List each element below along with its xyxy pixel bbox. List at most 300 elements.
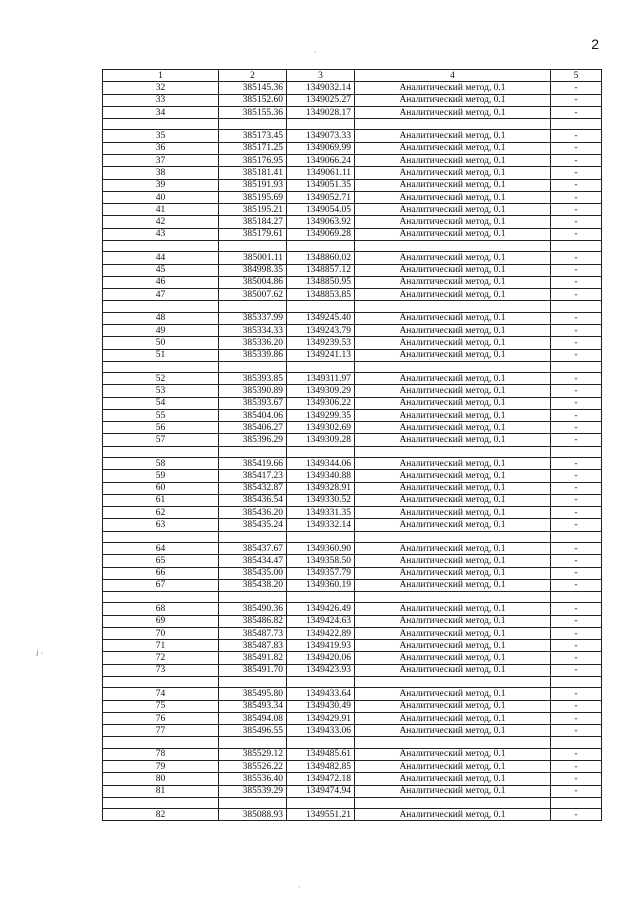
x-coordinate-cell: 385145.36 [219, 82, 287, 94]
table-row [103, 397, 602, 409]
separator-cell [355, 737, 551, 748]
accuracy-cell: - [551, 216, 602, 228]
x-coordinate-cell: 385171.25 [219, 142, 287, 154]
x-coordinate-cell: 385004.86 [219, 276, 287, 288]
separator-cell [551, 119, 602, 130]
table-row [103, 204, 602, 216]
method-cell: Аналитический метод, 0.1 [355, 470, 551, 482]
point-number-cell: 75 [103, 700, 219, 712]
accuracy-cell: - [551, 276, 602, 288]
y-coordinate-cell: 1349423.93 [287, 664, 355, 676]
point-number-cell: 55 [103, 409, 219, 421]
x-coordinate-cell: 385529.12 [219, 748, 287, 760]
method-cell: Аналитический метод, 0.1 [355, 204, 551, 216]
x-coordinate-cell: 385436.20 [219, 507, 287, 519]
x-coordinate-cell: 385390.89 [219, 385, 287, 397]
x-coordinate-cell: 385526.22 [219, 760, 287, 772]
x-coordinate-cell: 385336.20 [219, 337, 287, 349]
y-coordinate-cell: 1349063.92 [287, 216, 355, 228]
method-cell: Аналитический метод, 0.1 [355, 773, 551, 785]
separator-row [103, 531, 602, 542]
separator-cell [219, 797, 287, 808]
separator-cell [287, 241, 355, 252]
method-cell: Аналитический метод, 0.1 [355, 664, 551, 676]
separator-cell [355, 241, 551, 252]
method-cell: Аналитический метод, 0.1 [355, 216, 551, 228]
table-row [103, 760, 602, 772]
table-row [103, 579, 602, 591]
y-coordinate-cell: 1349239.53 [287, 337, 355, 349]
x-coordinate-cell: 385435.00 [219, 567, 287, 579]
y-coordinate-cell: 1349433.06 [287, 725, 355, 737]
x-coordinate-cell: 384998.35 [219, 264, 287, 276]
accuracy-cell: - [551, 252, 602, 264]
method-cell: Аналитический метод, 0.1 [355, 82, 551, 94]
y-coordinate-cell: 1348850.95 [287, 276, 355, 288]
point-number-cell: 76 [103, 712, 219, 724]
table-row [103, 372, 602, 384]
y-coordinate-cell: 1349311.97 [287, 372, 355, 384]
point-number-cell: 41 [103, 204, 219, 216]
separator-row [103, 241, 602, 252]
separator-cell [103, 241, 219, 252]
y-coordinate-cell: 1349420.06 [287, 652, 355, 664]
table-row [103, 482, 602, 494]
separator-cell [219, 677, 287, 688]
x-coordinate-cell: 385539.29 [219, 785, 287, 797]
separator-row [103, 119, 602, 130]
accuracy-cell: - [551, 457, 602, 469]
method-cell: Аналитический метод, 0.1 [355, 106, 551, 118]
method-cell: Аналитический метод, 0.1 [355, 809, 551, 821]
separator-cell [287, 592, 355, 603]
x-coordinate-cell: 385184.27 [219, 216, 287, 228]
accuracy-cell: - [551, 725, 602, 737]
separator-cell [355, 446, 551, 457]
method-cell: Аналитический метод, 0.1 [355, 422, 551, 434]
y-coordinate-cell: 1349360.90 [287, 542, 355, 554]
method-cell: Аналитический метод, 0.1 [355, 142, 551, 154]
table-row [103, 519, 602, 531]
method-cell: Аналитический метод, 0.1 [355, 494, 551, 506]
x-coordinate-cell: 385007.62 [219, 289, 287, 301]
y-coordinate-cell: 1349051.35 [287, 179, 355, 191]
table-row [103, 409, 602, 421]
header-y-coordinate: 3 [287, 70, 355, 82]
x-coordinate-cell: 385406.27 [219, 422, 287, 434]
accuracy-cell: - [551, 652, 602, 664]
header-point-number: 1 [103, 70, 219, 82]
table-row [103, 94, 602, 106]
table-row [103, 216, 602, 228]
y-coordinate-cell: 1349328.91 [287, 482, 355, 494]
method-cell: Аналитический метод, 0.1 [355, 252, 551, 264]
method-cell: Аналитический метод, 0.1 [355, 640, 551, 652]
accuracy-cell: - [551, 94, 602, 106]
separator-cell [287, 531, 355, 542]
y-coordinate-cell: 1349066.24 [287, 154, 355, 166]
separator-cell [551, 531, 602, 542]
accuracy-cell: - [551, 507, 602, 519]
x-coordinate-cell: 385437.67 [219, 542, 287, 554]
method-cell: Аналитический метод, 0.1 [355, 264, 551, 276]
separator-cell [551, 361, 602, 372]
table-row [103, 567, 602, 579]
x-coordinate-cell: 385191.93 [219, 179, 287, 191]
method-cell: Аналитический метод, 0.1 [355, 337, 551, 349]
y-coordinate-cell: 1349340.88 [287, 470, 355, 482]
table-row [103, 385, 602, 397]
accuracy-cell: - [551, 191, 602, 203]
accuracy-cell: - [551, 82, 602, 94]
accuracy-cell: - [551, 809, 602, 821]
method-cell: Аналитический метод, 0.1 [355, 179, 551, 191]
accuracy-cell: - [551, 773, 602, 785]
separator-cell [551, 241, 602, 252]
table-row [103, 252, 602, 264]
separator-cell [219, 119, 287, 130]
separator-cell [219, 592, 287, 603]
x-coordinate-cell: 385438.20 [219, 579, 287, 591]
separator-cell [551, 446, 602, 457]
x-coordinate-cell: 385181.41 [219, 167, 287, 179]
point-number-cell: 51 [103, 349, 219, 361]
method-cell: Аналитический метод, 0.1 [355, 555, 551, 567]
accuracy-cell: - [551, 470, 602, 482]
separator-cell [355, 119, 551, 130]
method-cell: Аналитический метод, 0.1 [355, 372, 551, 384]
table-row [103, 640, 602, 652]
y-coordinate-cell: 1349306.22 [287, 397, 355, 409]
separator-cell [355, 592, 551, 603]
accuracy-cell: - [551, 142, 602, 154]
separator-cell [355, 361, 551, 372]
y-coordinate-cell: 1349474.94 [287, 785, 355, 797]
x-coordinate-cell: 385195.69 [219, 191, 287, 203]
y-coordinate-cell: 1349061.11 [287, 167, 355, 179]
y-coordinate-cell: 1349243.79 [287, 324, 355, 336]
method-cell: Аналитический метод, 0.1 [355, 748, 551, 760]
point-number-cell: 74 [103, 688, 219, 700]
y-coordinate-cell: 1348857.12 [287, 264, 355, 276]
separator-cell [287, 737, 355, 748]
y-coordinate-cell: 1349360.19 [287, 579, 355, 591]
method-cell: Аналитический метод, 0.1 [355, 457, 551, 469]
table-row [103, 106, 602, 118]
x-coordinate-cell: 385432.87 [219, 482, 287, 494]
method-cell: Аналитический метод, 0.1 [355, 725, 551, 737]
x-coordinate-cell: 385339.86 [219, 349, 287, 361]
y-coordinate-cell: 1349482.85 [287, 760, 355, 772]
separator-cell [355, 797, 551, 808]
y-coordinate-cell: 1349357.79 [287, 567, 355, 579]
method-cell: Аналитический метод, 0.1 [355, 289, 551, 301]
separator-cell [355, 677, 551, 688]
method-cell: Аналитический метод, 0.1 [355, 652, 551, 664]
point-number-cell: 80 [103, 773, 219, 785]
point-number-cell: 52 [103, 372, 219, 384]
table-row [103, 555, 602, 567]
point-number-cell: 39 [103, 179, 219, 191]
point-number-cell: 57 [103, 434, 219, 446]
y-coordinate-cell: 1349551.21 [287, 809, 355, 821]
separator-cell [287, 119, 355, 130]
method-cell: Аналитический метод, 0.1 [355, 603, 551, 615]
separator-row [103, 301, 602, 312]
x-coordinate-cell: 385393.85 [219, 372, 287, 384]
table-row [103, 652, 602, 664]
method-cell: Аналитический метод, 0.1 [355, 519, 551, 531]
table-row [103, 773, 602, 785]
table-row [103, 289, 602, 301]
y-coordinate-cell: 1349419.93 [287, 640, 355, 652]
accuracy-cell: - [551, 785, 602, 797]
accuracy-cell: - [551, 312, 602, 324]
method-cell: Аналитический метод, 0.1 [355, 409, 551, 421]
y-coordinate-cell: 1348853.85 [287, 289, 355, 301]
method-cell: Аналитический метод, 0.1 [355, 627, 551, 639]
separator-cell [219, 531, 287, 542]
point-number-cell: 32 [103, 82, 219, 94]
table-row [103, 324, 602, 336]
point-number-cell: 62 [103, 507, 219, 519]
table-row [103, 154, 602, 166]
accuracy-cell: - [551, 603, 602, 615]
x-coordinate-cell: 385487.73 [219, 627, 287, 639]
accuracy-cell: - [551, 385, 602, 397]
separator-cell [103, 737, 219, 748]
x-coordinate-cell: 385491.82 [219, 652, 287, 664]
accuracy-cell: - [551, 760, 602, 772]
method-cell: Аналитический метод, 0.1 [355, 130, 551, 142]
table-row [103, 603, 602, 615]
table-row [103, 507, 602, 519]
table-row [103, 142, 602, 154]
method-cell: Аналитический метод, 0.1 [355, 191, 551, 203]
method-cell: Аналитический метод, 0.1 [355, 712, 551, 724]
x-coordinate-cell: 385155.36 [219, 106, 287, 118]
x-coordinate-cell: 385001.11 [219, 252, 287, 264]
point-number-cell: 60 [103, 482, 219, 494]
separator-row [103, 797, 602, 808]
separator-cell [219, 737, 287, 748]
x-coordinate-cell: 385490.36 [219, 603, 287, 615]
method-cell: Аналитический метод, 0.1 [355, 567, 551, 579]
table-row [103, 264, 602, 276]
coordinates-table [102, 69, 602, 821]
x-coordinate-cell: 385173.45 [219, 130, 287, 142]
point-number-cell: 64 [103, 542, 219, 554]
separator-cell [103, 531, 219, 542]
y-coordinate-cell: 1348860.02 [287, 252, 355, 264]
point-number-cell: 50 [103, 337, 219, 349]
separator-cell [551, 677, 602, 688]
y-coordinate-cell: 1349054.05 [287, 204, 355, 216]
x-coordinate-cell: 385491.70 [219, 664, 287, 676]
accuracy-cell: - [551, 167, 602, 179]
accuracy-cell: - [551, 409, 602, 421]
accuracy-cell: - [551, 324, 602, 336]
separator-row [103, 446, 602, 457]
y-coordinate-cell: 1349052.71 [287, 191, 355, 203]
accuracy-cell: - [551, 422, 602, 434]
table-row [103, 664, 602, 676]
separator-cell [219, 446, 287, 457]
point-number-cell: 42 [103, 216, 219, 228]
y-coordinate-cell: 1349344.06 [287, 457, 355, 469]
accuracy-cell: - [551, 640, 602, 652]
y-coordinate-cell: 1349472.18 [287, 773, 355, 785]
y-coordinate-cell: 1349422.89 [287, 627, 355, 639]
point-number-cell: 79 [103, 760, 219, 772]
x-coordinate-cell: 385434.47 [219, 555, 287, 567]
x-coordinate-cell: 385495.80 [219, 688, 287, 700]
y-coordinate-cell: 1349025.27 [287, 94, 355, 106]
table-row [103, 167, 602, 179]
table-header [103, 70, 602, 82]
separator-cell [287, 361, 355, 372]
table-row [103, 228, 602, 240]
header-method: 4 [355, 70, 551, 82]
separator-row [103, 361, 602, 372]
separator-cell [551, 737, 602, 748]
accuracy-cell: - [551, 519, 602, 531]
accuracy-cell: - [551, 179, 602, 191]
separator-cell [219, 301, 287, 312]
separator-cell [103, 301, 219, 312]
point-number-cell: 72 [103, 652, 219, 664]
y-coordinate-cell: 1349302.69 [287, 422, 355, 434]
table-row [103, 191, 602, 203]
method-cell: Аналитический метод, 0.1 [355, 154, 551, 166]
accuracy-cell: - [551, 482, 602, 494]
method-cell: Аналитический метод, 0.1 [355, 397, 551, 409]
y-coordinate-cell: 1349028.17 [287, 106, 355, 118]
point-number-cell: 40 [103, 191, 219, 203]
accuracy-cell: - [551, 434, 602, 446]
x-coordinate-cell: 385496.55 [219, 725, 287, 737]
point-number-cell: 49 [103, 324, 219, 336]
method-cell: Аналитический метод, 0.1 [355, 349, 551, 361]
x-coordinate-cell: 385393.67 [219, 397, 287, 409]
method-cell: Аналитический метод, 0.1 [355, 167, 551, 179]
x-coordinate-cell: 385419.66 [219, 457, 287, 469]
separator-cell [103, 797, 219, 808]
accuracy-cell: - [551, 130, 602, 142]
point-number-cell: 38 [103, 167, 219, 179]
y-coordinate-cell: 1349358.50 [287, 555, 355, 567]
table-row [103, 615, 602, 627]
top-scan-mark: · [314, 48, 317, 57]
point-number-cell: 71 [103, 640, 219, 652]
y-coordinate-cell: 1349424.63 [287, 615, 355, 627]
x-coordinate-cell: 385152.60 [219, 94, 287, 106]
y-coordinate-cell: 1349429.91 [287, 712, 355, 724]
accuracy-cell: - [551, 372, 602, 384]
x-coordinate-cell: 385493.34 [219, 700, 287, 712]
separator-cell [103, 592, 219, 603]
x-coordinate-cell: 385404.06 [219, 409, 287, 421]
accuracy-cell: - [551, 700, 602, 712]
method-cell: Аналитический метод, 0.1 [355, 434, 551, 446]
method-cell: Аналитический метод, 0.1 [355, 276, 551, 288]
y-coordinate-cell: 1349309.29 [287, 385, 355, 397]
table-body [103, 82, 602, 821]
point-number-cell: 67 [103, 579, 219, 591]
point-number-cell: 70 [103, 627, 219, 639]
point-number-cell: 43 [103, 228, 219, 240]
accuracy-cell: - [551, 555, 602, 567]
y-coordinate-cell: 1349426.49 [287, 603, 355, 615]
point-number-cell: 68 [103, 603, 219, 615]
method-cell: Аналитический метод, 0.1 [355, 228, 551, 240]
method-cell: Аналитический метод, 0.1 [355, 542, 551, 554]
separator-cell [287, 797, 355, 808]
separator-cell [287, 446, 355, 457]
separator-cell [287, 677, 355, 688]
y-coordinate-cell: 1349430.49 [287, 700, 355, 712]
method-cell: Аналитический метод, 0.1 [355, 324, 551, 336]
point-number-cell: 61 [103, 494, 219, 506]
y-coordinate-cell: 1349331.35 [287, 507, 355, 519]
method-cell: Аналитический метод, 0.1 [355, 760, 551, 772]
x-coordinate-cell: 385176.95 [219, 154, 287, 166]
accuracy-cell: - [551, 579, 602, 591]
method-cell: Аналитический метод, 0.1 [355, 700, 551, 712]
footer-scan-mark: · [298, 883, 301, 892]
separator-row [103, 677, 602, 688]
separator-cell [355, 301, 551, 312]
x-coordinate-cell: 385088.93 [219, 809, 287, 821]
accuracy-cell: - [551, 289, 602, 301]
y-coordinate-cell: 1349485.61 [287, 748, 355, 760]
y-coordinate-cell: 1349073.33 [287, 130, 355, 142]
separator-row [103, 737, 602, 748]
point-number-cell: 82 [103, 809, 219, 821]
accuracy-cell: - [551, 337, 602, 349]
point-number-cell: 45 [103, 264, 219, 276]
table-row [103, 785, 602, 797]
y-coordinate-cell: 1349309.28 [287, 434, 355, 446]
y-coordinate-cell: 1349032.14 [287, 82, 355, 94]
point-number-cell: 78 [103, 748, 219, 760]
table-row [103, 349, 602, 361]
point-number-cell: 81 [103, 785, 219, 797]
point-number-cell: 37 [103, 154, 219, 166]
point-number-cell: 73 [103, 664, 219, 676]
y-coordinate-cell: 1349069.99 [287, 142, 355, 154]
accuracy-cell: - [551, 264, 602, 276]
table-row [103, 700, 602, 712]
x-coordinate-cell: 385487.83 [219, 640, 287, 652]
separator-cell [103, 446, 219, 457]
y-coordinate-cell: 1349069.28 [287, 228, 355, 240]
separator-cell [219, 361, 287, 372]
table-row [103, 337, 602, 349]
y-coordinate-cell: 1349245.40 [287, 312, 355, 324]
table-row [103, 712, 602, 724]
x-coordinate-cell: 385494.08 [219, 712, 287, 724]
point-number-cell: 48 [103, 312, 219, 324]
point-number-cell: 63 [103, 519, 219, 531]
accuracy-cell: - [551, 712, 602, 724]
point-number-cell: 69 [103, 615, 219, 627]
x-coordinate-cell: 385436.54 [219, 494, 287, 506]
x-coordinate-cell: 385486.82 [219, 615, 287, 627]
accuracy-cell: - [551, 106, 602, 118]
x-coordinate-cell: 385396.29 [219, 434, 287, 446]
table-row [103, 434, 602, 446]
